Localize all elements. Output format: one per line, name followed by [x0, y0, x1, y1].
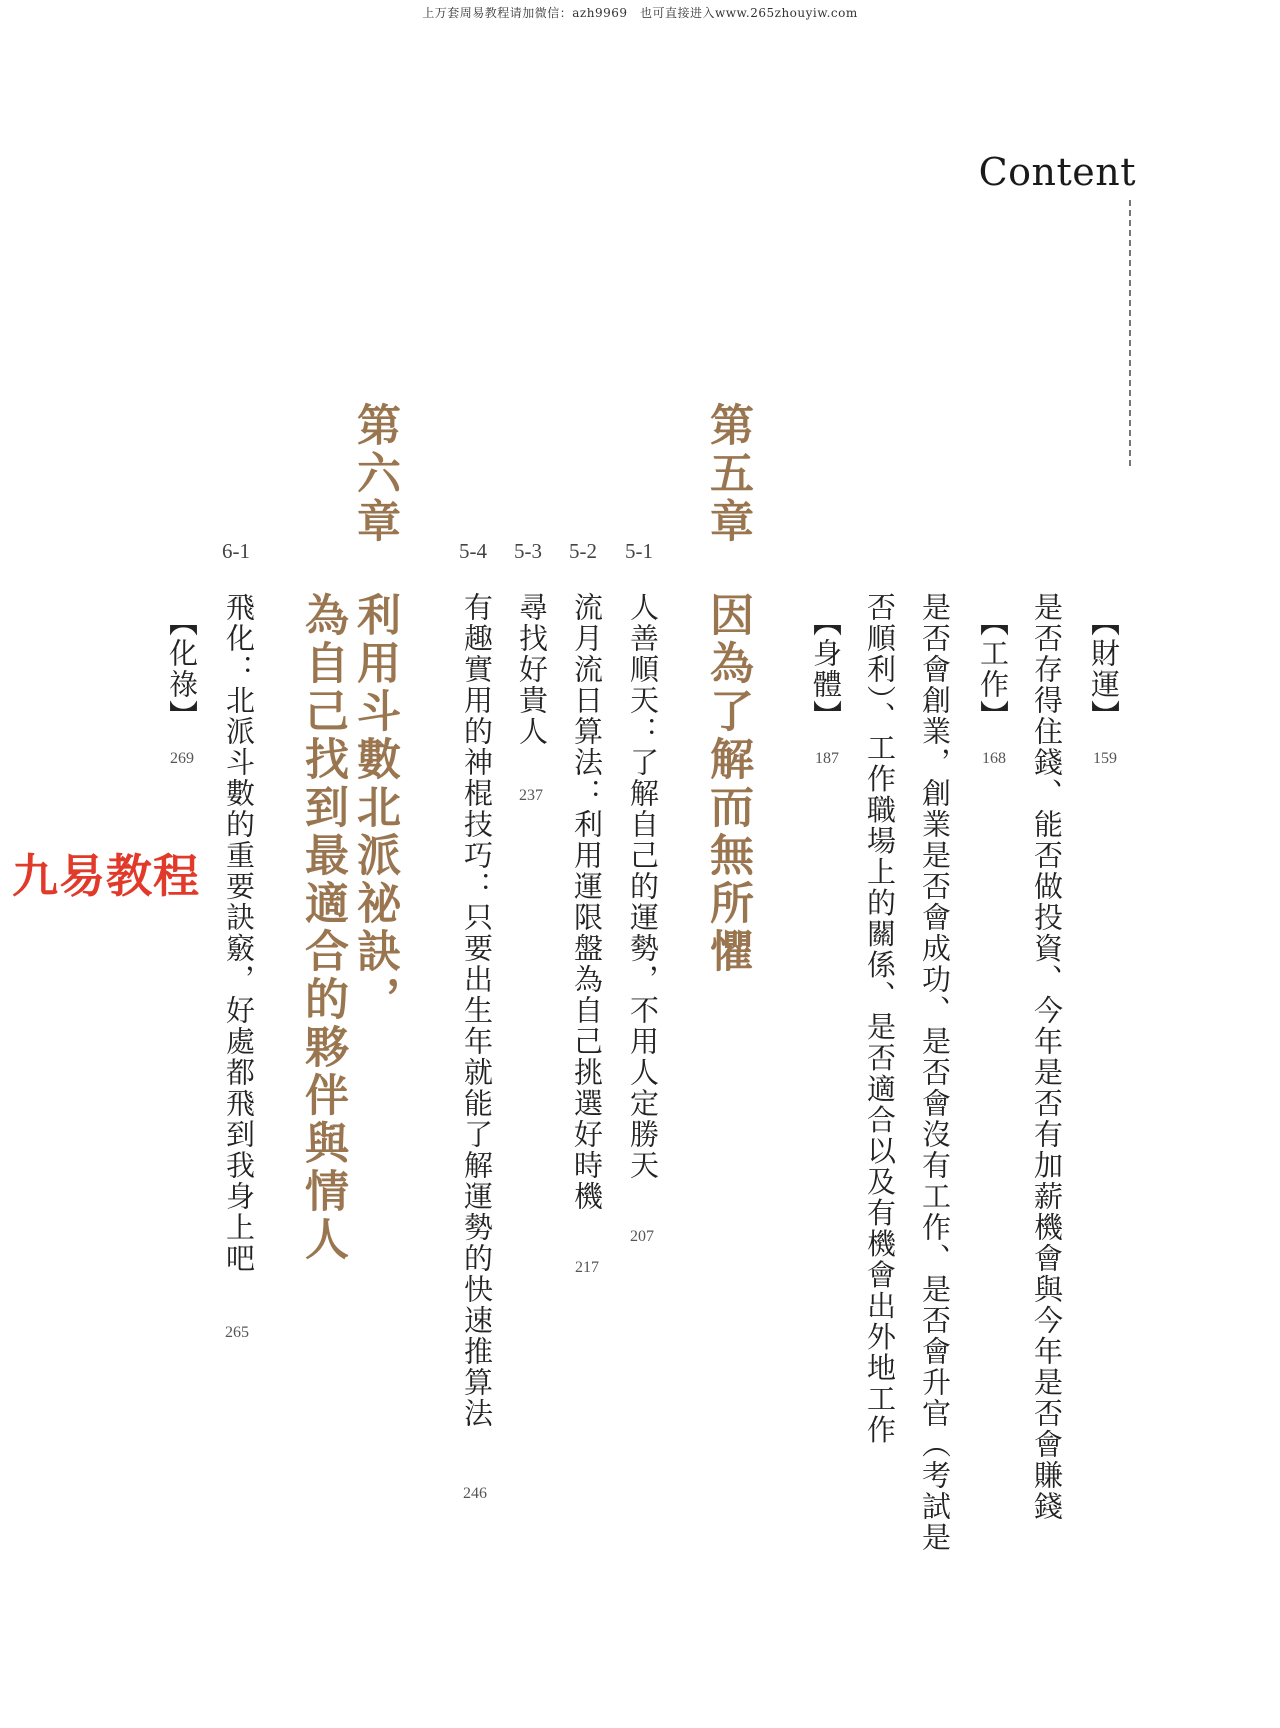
- section-5-3-num: 5-3: [514, 539, 542, 563]
- section-5-4-page: 246: [463, 1485, 487, 1502]
- wealth-label: 【財運】: [1087, 607, 1121, 731]
- work-label: 【工作】: [976, 607, 1010, 731]
- section-5-2-num: 5-2: [569, 539, 597, 563]
- chapter6-title-line2: 為自己找到最適合的夥伴與情人: [297, 592, 348, 1264]
- section-5-3-text: 尋找好貴人: [515, 592, 549, 747]
- section-6-1-text: 飛化：北派斗數的重要訣竅，好處都飛到我身上吧: [222, 592, 256, 1274]
- top-banner: 上万套周易教程请加微信：azh9969 也可直接进入www.265zhouyiw.com: [422, 6, 858, 20]
- section-6-1-num: 6-1: [222, 539, 250, 563]
- section-5-1-num: 5-1: [625, 539, 653, 563]
- chapter6-label: 第六章: [349, 402, 400, 546]
- sub-hualu-page: 269: [170, 750, 194, 767]
- contents-heading: Content: [978, 150, 1136, 194]
- section-5-1-page: 207: [630, 1228, 654, 1245]
- watermark-logo: 九易教程: [12, 849, 200, 903]
- chapter5-title: 因為了解而無所懼: [702, 592, 753, 976]
- health-label: 【身體】: [809, 607, 843, 731]
- wealth-text: 是否存得住錢、能否做投資、今年是否有加薪機會與今年是否會賺錢: [1030, 592, 1064, 1522]
- chapter6-title-line1: 利用斗數北派祕訣，: [349, 592, 400, 1024]
- work-page: 168: [982, 750, 1006, 767]
- health-page: 187: [815, 750, 839, 767]
- chapter5-label: 第五章: [702, 402, 753, 546]
- section-5-2-page: 217: [575, 1259, 599, 1276]
- section-5-1-text: 人善順天：了解自己的運勢，不用人定勝天: [626, 592, 660, 1181]
- sub-hualu-label: 【化祿】: [165, 607, 199, 731]
- section-5-4-num: 5-4: [459, 539, 487, 563]
- work-text-1: 是否會創業，創業是否會成功、是否會沒有工作、是否會升官（考試是: [918, 592, 952, 1553]
- wealth-page: 159: [1093, 750, 1117, 767]
- work-text-2: 否順利）、工作職場上的關係、是否適合以及有機會出外地工作: [863, 592, 897, 1446]
- section-6-1-page: 265: [225, 1324, 249, 1341]
- section-5-2-text: 流月流日算法：利用運限盤為自己挑選好時機: [570, 592, 604, 1212]
- section-5-3-page: 237: [519, 787, 543, 804]
- section-5-4-text: 有趣實用的神棍技巧：只要出生年就能了解運勢的快速推算法: [460, 592, 494, 1429]
- dashed-divider: [1129, 200, 1131, 466]
